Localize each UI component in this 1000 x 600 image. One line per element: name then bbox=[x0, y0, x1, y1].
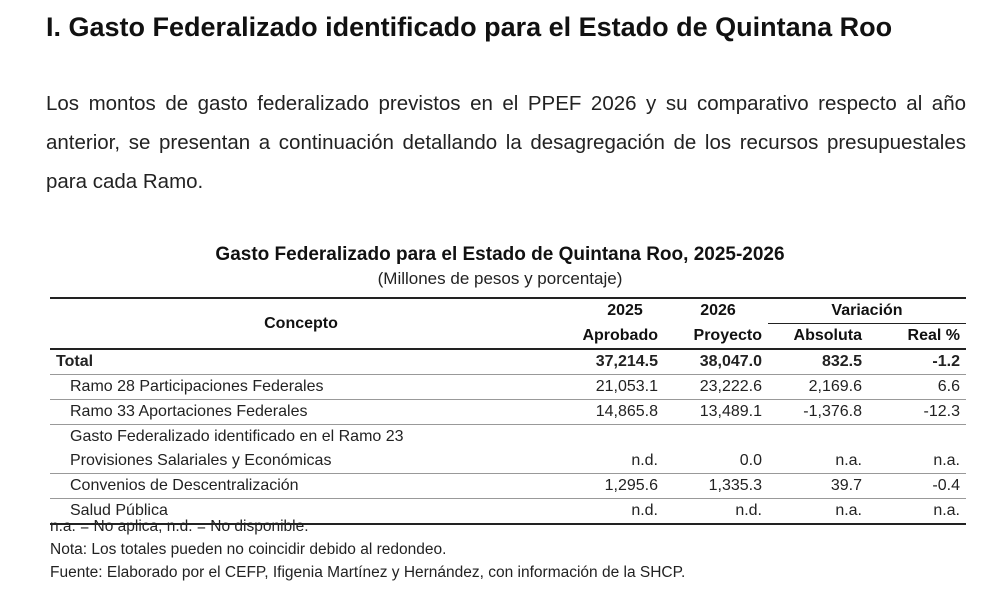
header-2026: 2026 bbox=[664, 298, 768, 324]
row-proyecto: 38,047.0 bbox=[664, 349, 768, 375]
row-real: -12.3 bbox=[868, 400, 966, 425]
row-aprobado: 14,865.8 bbox=[552, 400, 664, 425]
row-concepto: Ramo 28 Participaciones Federales bbox=[50, 375, 552, 400]
row-absoluta: -1,376.8 bbox=[768, 400, 868, 425]
row-absoluta: 39.7 bbox=[768, 474, 868, 499]
header-variacion bbox=[768, 298, 966, 324]
row-concepto: Convenios de Descentralización bbox=[50, 474, 552, 499]
row-proyecto: 13,489.1 bbox=[664, 400, 768, 425]
row-absoluta: n.a. bbox=[768, 449, 868, 474]
budget-table bbox=[50, 297, 966, 525]
note-abbreviations: n.a. = No aplica, n.d. = No disponible. bbox=[50, 518, 309, 535]
row-concepto-line1: Gasto Federalizado identificado en el Ramo 23 bbox=[70, 428, 404, 445]
header-absoluta: Absoluta bbox=[768, 324, 868, 350]
row-proyecto: 0.0 bbox=[664, 449, 768, 474]
row-absoluta: n.a. bbox=[768, 499, 868, 525]
table-notes bbox=[50, 515, 685, 584]
row-real: 6.6 bbox=[868, 375, 966, 400]
row-aprobado: n.d. bbox=[552, 449, 664, 474]
section-heading: I. Gasto Federalizado identificado para el Estado de Quintana Roo bbox=[46, 12, 893, 42]
row-concepto: Provisiones Salariales y Económicas bbox=[50, 449, 552, 474]
variacion-label: Variación bbox=[831, 302, 903, 319]
table-title: Gasto Federalizado para el Estado de Quintana Roo, 2025-2026 bbox=[215, 244, 785, 265]
row-concepto: Salud Pública bbox=[50, 499, 552, 525]
table-row bbox=[50, 349, 966, 375]
table-row bbox=[50, 449, 966, 474]
table-row-continuation bbox=[50, 425, 966, 450]
row-proyecto: 23,222.6 bbox=[664, 375, 768, 400]
table-row bbox=[50, 474, 966, 499]
row-real: -0.4 bbox=[868, 474, 966, 499]
row-aprobado: n.d. bbox=[552, 499, 664, 525]
note-rounding: Nota: Los totales pueden no coincidir debido al redondeo. bbox=[50, 541, 447, 558]
header-real: Real % bbox=[868, 324, 966, 350]
row-real: -1.2 bbox=[868, 349, 966, 375]
note-source: Fuente: Elaborado por el CEFP, Ifigenia Martínez y Hernández, con información de la SHCP. bbox=[50, 564, 686, 581]
table-row bbox=[50, 375, 966, 400]
table-subtitle: (Millones de pesos y porcentaje) bbox=[377, 269, 623, 288]
row-real: n.a. bbox=[868, 449, 966, 474]
row-absoluta: 2,169.6 bbox=[768, 375, 868, 400]
row-real: n.a. bbox=[868, 499, 966, 525]
row-absoluta: 832.5 bbox=[768, 349, 868, 375]
row-concepto: Ramo 33 Aportaciones Federales bbox=[50, 400, 552, 425]
header-proyecto: Proyecto bbox=[664, 324, 768, 350]
header-aprobado: Aprobado bbox=[552, 324, 664, 350]
header-concepto: Concepto bbox=[50, 298, 552, 349]
row-aprobado: 37,214.5 bbox=[552, 349, 664, 375]
row-aprobado: 1,295.6 bbox=[552, 474, 664, 499]
row-proyecto: n.d. bbox=[664, 499, 768, 525]
row-concepto: Total bbox=[50, 349, 552, 375]
intro-paragraph: Los montos de gasto federalizado previstos en el PPEF 2026 y su comparativo respecto al año anterior, se presentan a continuación detallando la desagregación de los recursos presupuestales para cada Ramo. bbox=[46, 92, 966, 193]
header-2025: 2025 bbox=[552, 298, 664, 324]
table-row bbox=[50, 400, 966, 425]
row-aprobado: 21,053.1 bbox=[552, 375, 664, 400]
row-proyecto: 1,335.3 bbox=[664, 474, 768, 499]
